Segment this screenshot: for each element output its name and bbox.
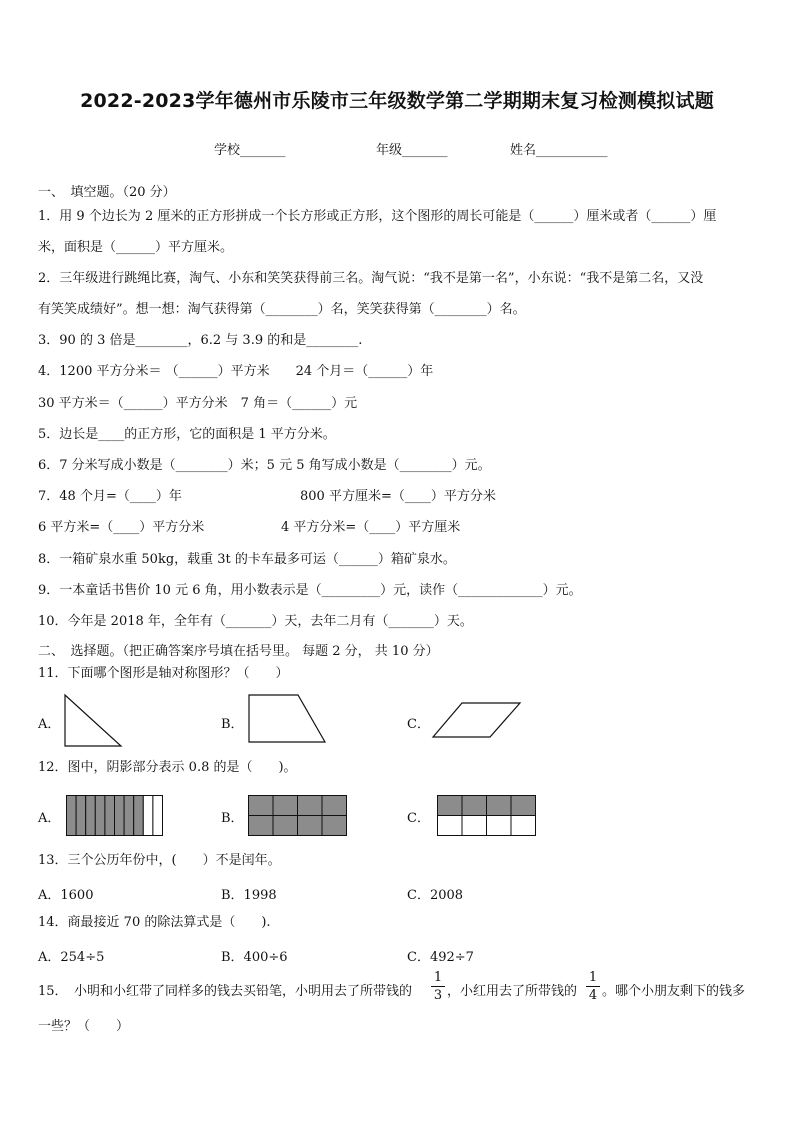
- question-1-line-1: 1．用 9 个边长为 2 厘米的正方形拼成一个长方形或正方形，这个图形的周长可能是（______）厘米或者（______）厘: [38, 209, 717, 224]
- shaded-strip: [124, 796, 134, 836]
- shaded-cell: [322, 816, 347, 836]
- question-13: 13．三个公历年份中，( ）不是闰年。: [38, 853, 281, 868]
- shaded-strip: [67, 796, 77, 836]
- question-15-part-3: 。哪个小朋友剩下的钱多: [602, 984, 746, 999]
- shaded-cell: [511, 796, 536, 816]
- q13-option-a[interactable]: A．1600: [38, 888, 94, 903]
- shaded-cell: [438, 796, 463, 816]
- empty-cell: [511, 816, 536, 836]
- question-6: 6．7 分米写成小数是（________）米；5 元 5 角写成小数是（________）元。: [38, 458, 491, 473]
- shaded-cell: [322, 796, 347, 816]
- question-1-line-2: 米，面积是（______）平方厘米。: [38, 240, 234, 255]
- parallelogram-figure: [432, 702, 522, 740]
- q12-option-b-label[interactable]: B．: [221, 811, 244, 826]
- q12-option-c-label[interactable]: C．: [407, 811, 430, 826]
- grade-field: [376, 139, 448, 158]
- shaded-cell: [273, 796, 298, 816]
- shaded-cell: [273, 816, 298, 836]
- empty-cell: [462, 816, 487, 836]
- q11-option-b-label[interactable]: B．: [221, 717, 244, 732]
- fraction-numerator: 1: [433, 970, 443, 985]
- question-7-d: 4 平方分米=（____）平方厘米: [281, 520, 461, 535]
- shaded-strip: [76, 796, 86, 836]
- question-12: 12．图中，阴影部分表示 0.8 的是（ )。: [38, 760, 297, 775]
- shaded-cell: [249, 816, 274, 836]
- empty-strip: [143, 796, 153, 836]
- empty-cell: [487, 816, 512, 836]
- shaded-strip: [95, 796, 105, 836]
- question-15-part-2: ，小红用去了所带钱的: [447, 984, 578, 999]
- question-2-line-1: 2．三年级进行跳绳比赛，淘气、小东和笑笑获得前三名。淘气说：“我不是第一名”，小东说：“我不是第二名，又没: [38, 271, 704, 286]
- question-5: 5．边长是____的正方形，它的面积是 1 平方分米。: [38, 427, 336, 442]
- question-7-b: 800 平方厘米=（____）平方分米: [300, 489, 496, 504]
- q14-option-c[interactable]: C．492÷7: [407, 950, 474, 965]
- shaded-cell: [249, 796, 274, 816]
- fraction-one-third: [431, 970, 445, 1003]
- school-blank[interactable]: _______: [240, 143, 286, 158]
- page-title: 2022-2023学年德州市乐陵市三年级数学第二学期期末复习检测模拟试题: [80, 90, 714, 112]
- empty-cell: [438, 816, 463, 836]
- name-blank[interactable]: ___________: [536, 143, 608, 158]
- shaded-cell: [462, 796, 487, 816]
- question-2-line-2: 有笑笑成绩好”。想一想：淘气获得第（________）名，笑笑获得第（________）名。: [38, 302, 526, 317]
- q11-option-c-label[interactable]: C．: [407, 717, 430, 732]
- name-field: [510, 139, 608, 158]
- question-14: 14．商最接近 70 的除法算式是（ ).: [38, 915, 271, 930]
- shaded-cell: [487, 796, 512, 816]
- shaded-strip: [115, 796, 125, 836]
- question-9: 9．一本童话书售价 10 元 6 角，用小数表示是（_________）元，读作（_____________）元。: [38, 583, 582, 598]
- question-8: 8．一箱矿泉水重 50kg，载重 3t 的卡车最多可运（______）箱矿泉水。: [38, 552, 456, 567]
- shaded-strip: [86, 796, 96, 836]
- grid-figure-b: [248, 795, 348, 837]
- ten-strip-figure: [66, 795, 164, 837]
- fraction-numerator: 1: [588, 970, 598, 985]
- right-triangle-figure: [64, 694, 124, 749]
- shaded-strip: [134, 796, 144, 836]
- question-4-line-2: 30 平方米＝（______）平方分米 7 角＝（______）元: [38, 396, 358, 411]
- fraction-denominator: 3: [433, 988, 443, 1003]
- school-field: [214, 139, 286, 158]
- shaded-cell: [298, 816, 323, 836]
- q14-option-b[interactable]: B．400÷6: [221, 950, 288, 965]
- question-7-a: 7．48 个月=（____）年: [38, 489, 182, 504]
- question-15-line-2: 一些？（ ）: [38, 1019, 130, 1034]
- shaded-cell: [298, 796, 323, 816]
- question-3: 3．90 的 3 倍是________，6.2 与 3.9 的和是________.: [38, 333, 363, 348]
- q13-option-c[interactable]: C．2008: [407, 888, 464, 903]
- fraction-denominator: 4: [588, 988, 598, 1003]
- grade-blank[interactable]: _______: [402, 143, 448, 158]
- section-2-heading: 二、 选择题。（把正确答案序号填在括号里。 每题 2 分， 共 10 分）: [38, 644, 439, 659]
- question-7-c: 6 平方米=（____）平方分米: [38, 520, 205, 535]
- grid-figure-c: [437, 795, 537, 837]
- question-11: 11．下面哪个图形是轴对称图形？（ ）: [38, 666, 289, 681]
- question-4-line-1: 4．1200 平方分米＝ （______）平方米 24 个月＝（______）年: [38, 364, 434, 379]
- name-label: 姓名: [510, 143, 537, 158]
- q11-option-a-label[interactable]: A．: [38, 717, 61, 732]
- q12-option-a-label[interactable]: A．: [38, 811, 61, 826]
- grade-label: 年级: [376, 143, 403, 158]
- school-label: 学校: [214, 143, 241, 158]
- empty-strip: [153, 796, 163, 836]
- q14-option-a[interactable]: A．254÷5: [38, 950, 105, 965]
- q13-option-b[interactable]: B．1998: [221, 888, 277, 903]
- question-15-part-1: 15． 小明和小红带了同样多的钱去买铅笔，小明用去了所带钱的: [38, 984, 413, 999]
- question-10: 10．今年是 2018 年，全年有（_______）天，去年二月有（_______）天。: [38, 614, 473, 629]
- fraction-one-quarter: [586, 970, 600, 1003]
- section-1-heading: 一、 填空题。（20 分）: [38, 185, 176, 200]
- shaded-strip: [105, 796, 115, 836]
- trapezoid-figure: [248, 694, 328, 744]
